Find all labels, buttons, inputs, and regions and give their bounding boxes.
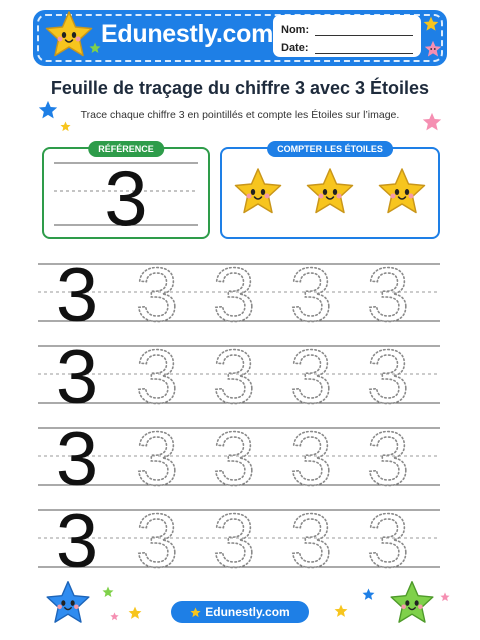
star-icon	[190, 607, 201, 618]
count-tag: COMPTER LES ÉTOILES	[267, 141, 393, 157]
star-icon	[128, 606, 142, 620]
star-icon	[110, 612, 119, 621]
trace-digit[interactable]: 3	[366, 253, 410, 338]
green-star-mascot-icon	[386, 578, 438, 630]
blue-star-mascot-icon	[40, 578, 96, 630]
trace-digit[interactable]: 3	[212, 417, 256, 502]
footer-brand	[171, 601, 309, 623]
trace-digit[interactable]: 3	[366, 417, 410, 502]
trace-digit[interactable]: 3	[289, 253, 333, 338]
name-label: Nom:	[281, 24, 310, 36]
trace-digit[interactable]: 3	[212, 499, 256, 584]
practice-row	[38, 417, 440, 502]
brand-name: Edunestly.com	[101, 20, 274, 48]
star-icon	[440, 592, 450, 602]
trace-digit[interactable]: 3	[289, 335, 333, 420]
footer-brand-label: Edunestly.com	[205, 605, 290, 619]
star-icon	[362, 588, 375, 601]
practice-row	[38, 499, 440, 584]
date-label: Date:	[281, 42, 309, 54]
practice-row	[38, 253, 440, 338]
trace-digit[interactable]: 3	[289, 499, 333, 584]
trace-digit[interactable]: 3	[135, 499, 179, 584]
star-icon	[102, 586, 114, 598]
svg-text:3: 3	[104, 154, 148, 237]
trace-digit[interactable]: 3	[135, 335, 179, 420]
model-digit: 3	[55, 253, 99, 338]
trace-digit[interactable]: 3	[212, 335, 256, 420]
trace-digit[interactable]: 3	[212, 253, 256, 338]
star-icon	[334, 604, 348, 618]
trace-digit[interactable]: 3	[366, 335, 410, 420]
trace-digit[interactable]: 3	[289, 417, 333, 502]
reference-tag: RÉFÉRENCE	[88, 141, 164, 157]
practice-row	[38, 335, 440, 420]
page-title: Feuille de traçage du chiffre 3 avec 3 Étoiles	[50, 78, 430, 98]
trace-digit[interactable]: 3	[135, 253, 179, 338]
model-digit: 3	[55, 417, 99, 502]
trace-digit[interactable]: 3	[366, 499, 410, 584]
model-digit: 3	[55, 499, 99, 584]
trace-digit[interactable]: 3	[135, 417, 179, 502]
model-digit: 3	[55, 335, 99, 420]
instructions: Trace chaque chiffre 3 en pointillés et compte les Étoiles sur l’image.	[80, 109, 400, 121]
